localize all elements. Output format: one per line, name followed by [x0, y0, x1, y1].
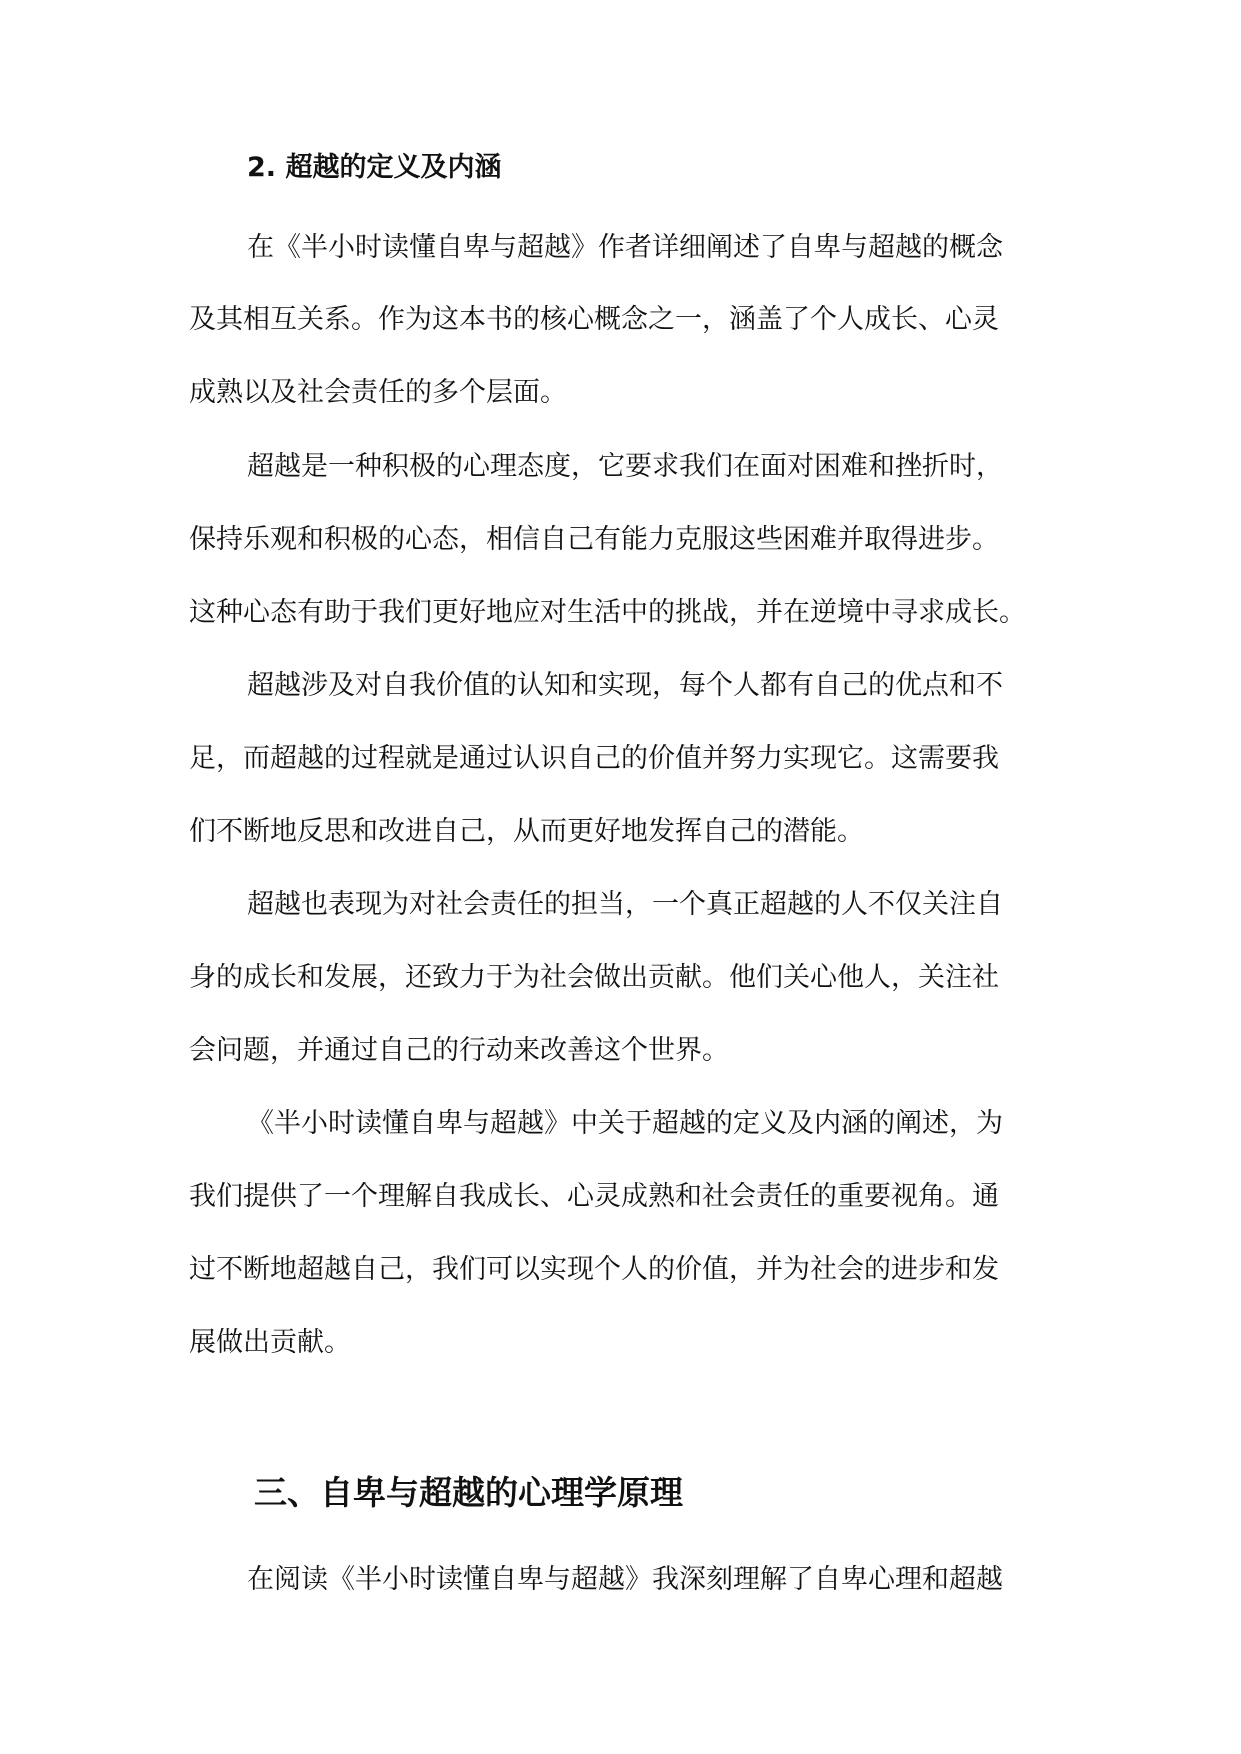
subheading: 2. 超越的定义及内涵 — [247, 152, 502, 183]
paragraph-2-line-1: 超越是一种积极的心理态度，它要求我们在面对困难和挫折时， — [247, 451, 1003, 482]
paragraph-1-line-1: 在《半小时读懂自卑与超越》作者详细阐述了自卑与超越的概念 — [247, 232, 1003, 263]
paragraph-5-line-3: 过不断地超越自己，我们可以实现个人的价值，并为社会的进步和发 — [189, 1254, 999, 1285]
paragraph-5-line-2: 我们提供了一个理解自我成长、心灵成熟和社会责任的重要视角。通 — [189, 1181, 999, 1212]
paragraph-4-line-1: 超越也表现为对社会责任的担当，一个真正超越的人不仅关注自 — [247, 889, 1003, 920]
paragraph-4-line-3: 会问题，并通过自己的行动来改善这个世界。 — [189, 1035, 729, 1066]
section-heading: 三、自卑与超越的心理学原理 — [254, 1473, 683, 1512]
paragraph-5-line-4: 展做出贡献。 — [189, 1327, 351, 1358]
paragraph-2-line-3: 这种心态有助于我们更好地应对生活中的挑战，并在逆境中寻求成长。 — [189, 597, 1026, 628]
paragraph-5-line-1: 《半小时读懂自卑与超越》中关于超越的定义及内涵的阐述，为 — [247, 1108, 1003, 1139]
paragraph-2-line-2: 保持乐观和积极的心态，相信自己有能力克服这些困难并取得进步。 — [189, 524, 999, 555]
paragraph-1-line-2: 及其相互关系。作为这本书的核心概念之一，涵盖了个人成长、心灵 — [189, 304, 999, 335]
paragraph-3-line-3: 们不断地反思和改进自己，从而更好地发挥自己的潜能。 — [189, 816, 864, 847]
paragraph-3-line-2: 足，而超越的过程就是通过认识自己的价值并努力实现它。这需要我 — [189, 743, 999, 774]
paragraph-1-line-3: 成熟以及社会责任的多个层面。 — [189, 377, 567, 408]
paragraph-4-line-2: 身的成长和发展，还致力于为社会做出贡献。他们关心他人，关注社 — [189, 962, 999, 993]
paragraph-3-line-1: 超越涉及对自我价值的认知和实现，每个人都有自己的优点和不 — [247, 670, 1003, 701]
final-paragraph-line-1: 在阅读《半小时读懂自卑与超越》我深刻理解了自卑心理和超越 — [247, 1564, 1003, 1595]
